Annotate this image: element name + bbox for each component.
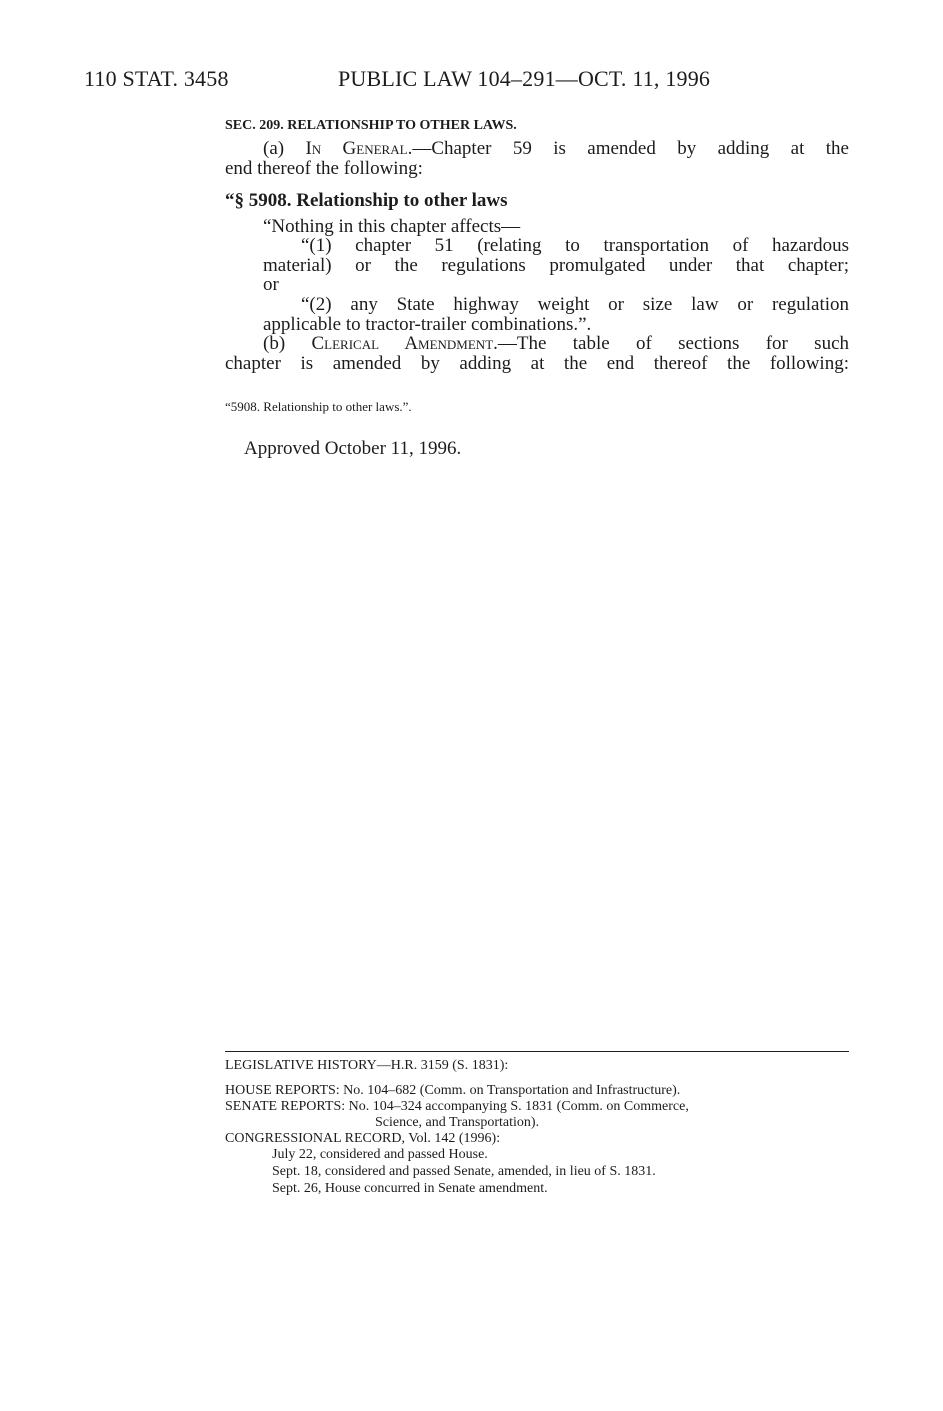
- subsection-b-line-2: chapter is amended by adding at the end thereof the following:: [225, 352, 849, 374]
- senate-reports-line-1: SENATE REPORTS: No. 104–324 accompanying S. 1831 (Comm. on Commerce,: [225, 1099, 689, 1114]
- paragraph-2-line-1: “(2) any State highway weight or size law or regulation: [301, 294, 849, 315]
- running-header: [84, 66, 764, 96]
- legislative-history-title: LEGISLATIVE HISTORY—H.R. 3159 (S. 1831):: [225, 1058, 509, 1073]
- paragraph-1-line-2: material) or the regulations promulgated under that chapter;: [263, 254, 849, 276]
- paragraph-2: [263, 295, 849, 334]
- subsection-b: [225, 334, 849, 373]
- paragraph-1-line-1: “(1) chapter 51 (relating to transportation of hazardous: [301, 235, 849, 256]
- subsection-a-line-1: (a) In General.—Chapter 59 is amended by adding at the: [263, 138, 849, 159]
- congressional-record: CONGRESSIONAL RECORD, Vol. 142 (1996):: [225, 1131, 501, 1146]
- record-event: Sept. 18, considered and passed Senate, amended, in lieu of S. 1831.: [272, 1164, 656, 1179]
- public-law-citation: PUBLIC LAW 104–291—OCT. 11, 1996: [338, 66, 711, 91]
- section-heading: SEC. 209. RELATIONSHIP TO OTHER LAWS.: [225, 118, 517, 133]
- subsection-a-line-2: end thereof the following:: [225, 157, 423, 179]
- statute-page-number: 110 STAT. 3458: [84, 66, 229, 91]
- subsection-a: [225, 139, 849, 178]
- record-event: July 22, considered and passed House.: [272, 1147, 488, 1162]
- record-event: Sept. 26, House concurred in Senate amendment.: [272, 1181, 548, 1196]
- quoted-section-heading: “§ 5908. Relationship to other laws: [225, 190, 508, 211]
- table-of-sections-entry: “5908. Relationship to other laws.”.: [225, 399, 412, 414]
- paragraph-2-line-2: applicable to tractor-trailer combinations.”.: [263, 313, 592, 335]
- footnote-divider: [225, 1051, 849, 1052]
- nothing-clause: “Nothing in this chapter affects—: [263, 216, 521, 237]
- subsection-b-line-1: (b) Clerical Amendment.—The table of sections for such: [263, 333, 850, 354]
- subsection-a-caption: In General: [305, 138, 408, 159]
- paragraph-1: [263, 236, 849, 295]
- approval-date: Approved October 11, 1996.: [244, 438, 462, 459]
- subsection-b-caption: Clerical Amendment: [311, 333, 494, 354]
- house-reports: HOUSE REPORTS: No. 104–682 (Comm. on Transportation and Infrastructure).: [225, 1083, 681, 1098]
- paragraph-1-line-3: or: [263, 274, 279, 295]
- senate-reports-line-2: Science, and Transportation).: [375, 1115, 540, 1130]
